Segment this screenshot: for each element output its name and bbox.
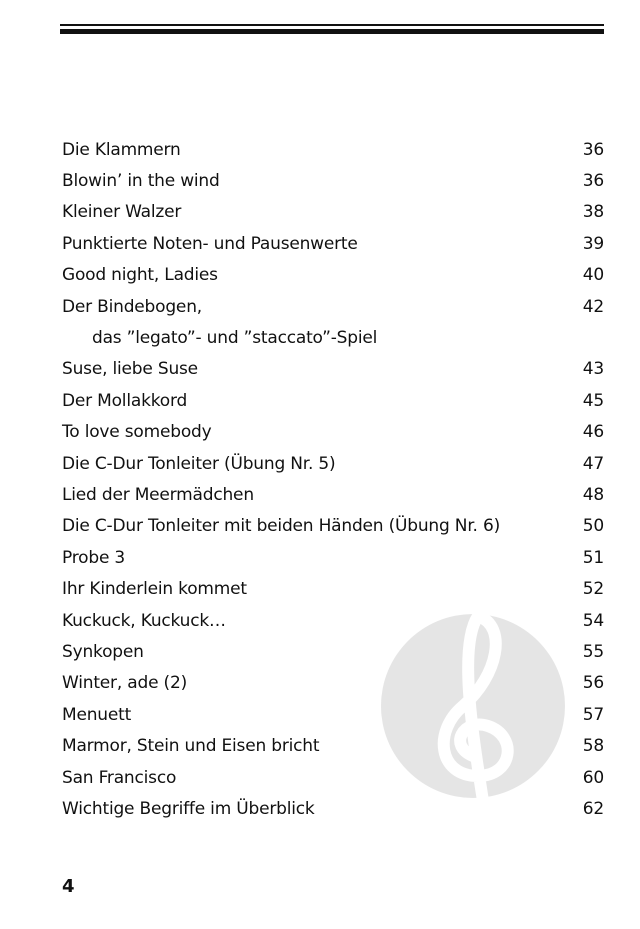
toc-leader-dots [206,291,580,322]
toc-entry [62,354,604,385]
toc-entry-title: San Francisco [62,767,177,788]
toc-leader-dots [191,385,580,416]
toc-entry [62,165,604,196]
toc-entry-page: 47 [582,453,604,474]
toc-leader-dots [504,511,580,542]
toc-leader-dots [185,134,580,165]
toc-entry-page: 36 [582,139,604,160]
toc-entry-title: Kleiner Walzer [62,202,182,223]
toc-entry-page: 62 [582,798,604,819]
toc-entry-page: 36 [582,171,604,192]
top-rule [60,24,604,34]
page-number: 4 [62,876,75,897]
toc-entry-page: 51 [582,547,604,568]
toc-entry-page: 56 [582,673,604,694]
toc-entry-title: Ihr Kinderlein kommet [62,579,247,600]
toc-entry-title: Good night, Ladies [62,265,218,286]
toc-entry-title: To love somebody [62,422,212,443]
toc-entry-page: 58 [582,736,604,757]
toc-entry-title: Der Mollakkord [62,390,188,411]
toc-entry-page: 54 [582,610,604,631]
toc-entry-continuation [62,322,604,353]
toc-leader-dots [224,165,580,196]
toc-entry-title: das ”legato”- und ”staccato”-Spiel [92,328,378,349]
toc-entry-title: Die Klammern [62,139,181,160]
toc-entry-page: 38 [582,202,604,223]
toc-entry-page: 42 [582,296,604,317]
toc-entry-page: 52 [582,579,604,600]
toc-entry-page: 40 [582,265,604,286]
toc-leader-dots [258,479,580,510]
toc-entry [62,260,604,291]
toc-entry [62,291,604,322]
toc-entry-title: Der Bindebogen, [62,296,202,317]
toc-entry-page: 48 [582,484,604,505]
toc-entry-title: Winter, ade (2) [62,673,188,694]
toc-leader-dots [202,354,580,385]
toc-entry-title: Synkopen [62,641,144,662]
toc-entry-title: Suse, liebe Suse [62,359,198,380]
toc-entry-page: 45 [582,390,604,411]
toc-entry-title: Wichtige Begriffe im Überblick [62,798,315,819]
toc-entry-title: Die C-Dur Tonleiter (Übung Nr. 5) [62,453,336,474]
toc-leader-dots [339,448,580,479]
toc-entry [62,511,604,542]
toc-entry-page: 60 [582,767,604,788]
toc-leader-dots [362,228,580,259]
toc-entry-title: Punktierte Noten- und Pausenwerte [62,233,358,254]
toc-leader-dots [129,542,580,573]
toc-entry [62,134,604,165]
toc-entry [62,197,604,228]
top-rule-thick-band [60,29,604,34]
toc-entry [62,385,604,416]
toc-entry [62,417,604,448]
toc-entry-title: Blowin’ in the wind [62,171,220,192]
toc-entry [62,228,604,259]
toc-leader-dots [222,260,580,291]
toc-entry [62,479,604,510]
toc-leader-dots [185,197,580,228]
toc-entry-title: Die C-Dur Tonleiter mit beiden Händen (Übung Nr. 6) [62,516,501,537]
top-rule-thin-line [60,24,604,26]
toc-entry-page: 57 [582,704,604,725]
toc-entry-title: Menuett [62,704,132,725]
toc-entry-title: Probe 3 [62,547,126,568]
toc-entry-page: 43 [582,359,604,380]
toc-entry-page: 46 [582,422,604,443]
toc-entry-title: Marmor, Stein und Eisen bricht [62,736,320,757]
toc-entry-page: 50 [582,516,604,537]
toc-leader-dots [215,417,580,448]
toc-entry [62,542,604,573]
toc-entry-title: Kuckuck, Kuckuck… [62,610,226,631]
treble-clef-icon [378,586,568,826]
toc-entry [62,448,604,479]
toc-entry-title: Lied der Meermädchen [62,484,254,505]
toc-entry-page: 39 [582,233,604,254]
toc-entry-page: 55 [582,641,604,662]
